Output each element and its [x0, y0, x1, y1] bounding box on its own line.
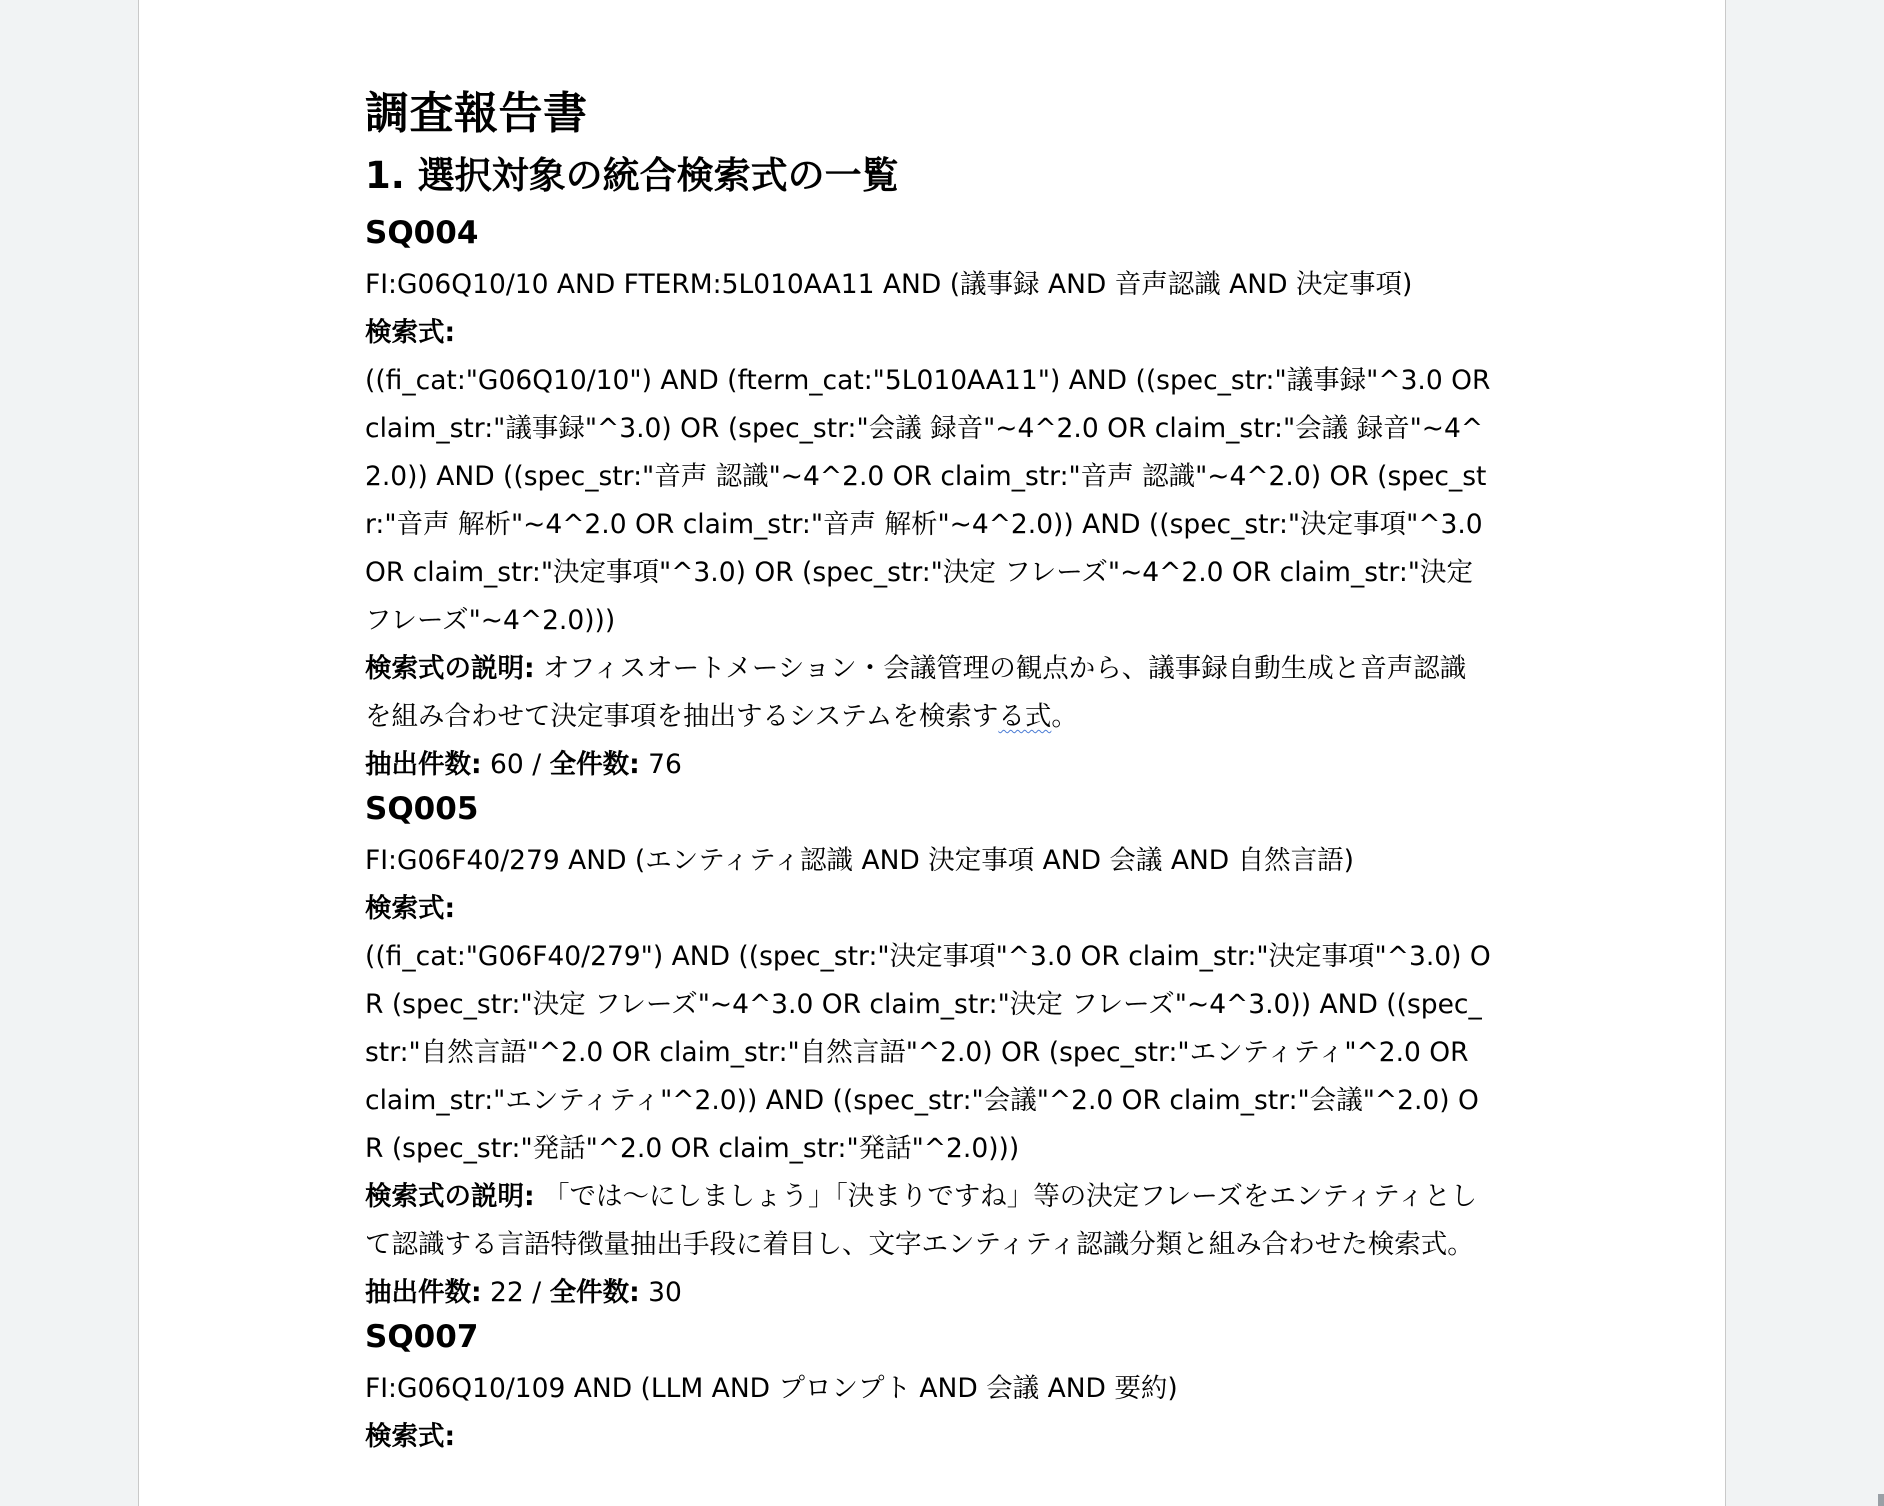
query-expression: ((fi_cat:"G06Q10/10") AND (fterm_cat:"5L010AA11") AND ((spec_str:"議事録"^3.0 OR claim_str:"議事録"^3.0) OR (spec_str:"会議 録音"~4^2.0 OR claim_str:"会議 録音"~4^2.0)) AND ((spec_str:"音声 認識"~4^2.0 OR claim_str:"音声 認識"~4^2.0) OR (spec_str:"音声 解析"~4^2.0 OR claim_str:"音声 解析"~4^2.0)) AND ((spec_str:"決定事項"^3.0 OR claim_str:"決定事項"^3.0) OR (spec_str:"決定 フレーズ"~4^2.0 OR claim_str:"決定 フレーズ"~4^2.0))) [365, 365, 1491, 637]
document-page [138, 0, 1726, 1506]
query-entry [365, 213, 1491, 789]
query-counts: 抽出件数: 60 / 全件数: 76 [365, 749, 682, 781]
scrollbar-thumb[interactable] [1878, 1494, 1884, 1506]
query-description: 検索式の説明: オフィスオートメーション・会議管理の観点から、議事録自動生成と音声認識を組み合わせて決定事項を抽出するシステムを検索する式。 [365, 653, 1467, 733]
document-title: 調査報告書 [365, 88, 588, 139]
query-id: SQ005 [365, 791, 479, 828]
total-label: 全件数: [549, 1276, 640, 1308]
query-entry [365, 1317, 1491, 1461]
extracted-count: 60 [490, 749, 524, 781]
total-label: 全件数: [549, 749, 640, 781]
spellcheck-flag[interactable]: る式 [998, 701, 1052, 733]
total-count: 30 [648, 1276, 682, 1308]
query-label: 検索式: [365, 317, 456, 349]
extracted-label: 抽出件数: [365, 1276, 482, 1308]
extracted-label: 抽出件数: [365, 749, 482, 781]
query-summary: FI:G06F40/279 AND (エンティティ認識 AND 決定事項 AND 会議 AND 自然言語) [365, 844, 1354, 876]
total-count: 76 [648, 749, 682, 781]
description-label: 検索式の説明: [365, 1180, 535, 1212]
query-label: 検索式: [365, 1420, 456, 1452]
query-id: SQ004 [365, 215, 479, 252]
query-id: SQ007 [365, 1318, 479, 1355]
description-label: 検索式の説明: [365, 653, 535, 685]
query-label: 検索式: [365, 892, 456, 924]
document-body [365, 86, 1491, 1461]
extracted-count: 22 [490, 1276, 524, 1308]
query-expression: ((fi_cat:"G06F40/279") AND ((spec_str:"決定事項"^3.0 OR claim_str:"決定事項"^3.0) OR (spec_str:"決定 フレーズ"~4^3.0 OR claim_str:"決定 フレーズ"~4^3.0)) AND ((spec_str:"自然言語"^2.0 OR claim_str:"自然言語"^2.0) OR (spec_str:"エンティティ"^2.0 OR claim_str:"エンティティ"^2.0)) AND ((spec_str:"会議"^2.0 OR claim_str:"会議"^2.0) OR (spec_str:"発話"^2.0 OR claim_str:"発話"^2.0))) [365, 940, 1491, 1164]
query-entry [365, 789, 1491, 1317]
query-counts: 抽出件数: 22 / 全件数: 30 [365, 1276, 682, 1308]
query-summary: FI:G06Q10/10 AND FTERM:5L010AA11 AND (議事録 AND 音声認識 AND 決定事項) [365, 269, 1413, 301]
section-heading: 1. 選択対象の統合検索式の一覧 [365, 154, 899, 197]
query-description: 検索式の説明: 「では〜にしましょう」「決まりですね」等の決定フレーズをエンティティとして認識する言語特徴量抽出手段に着目し、文字エンティティ認識分類と組み合わせた検索式。 [365, 1180, 1478, 1260]
query-summary: FI:G06Q10/109 AND (LLM AND プロンプト AND 会議 AND 要約) [365, 1372, 1178, 1404]
